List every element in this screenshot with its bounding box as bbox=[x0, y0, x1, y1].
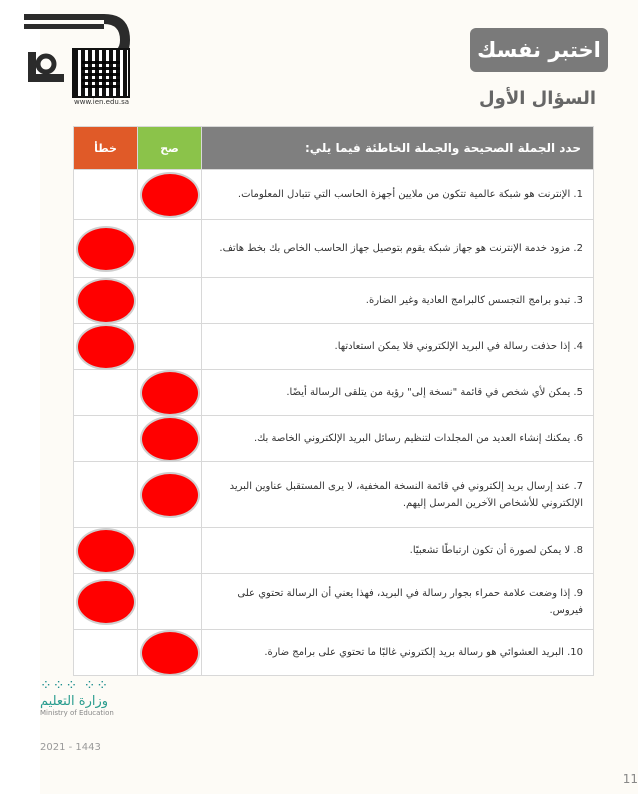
true-answer-cell[interactable] bbox=[138, 574, 202, 630]
question-text: 7. عند إرسال بريد إلكتروني في قائمة النسخة المخفية، لا يرى المستقبل عناوين البريد الإلكتروني للأشخاص الآخرين المرسل إليهم. bbox=[202, 462, 594, 528]
question-column-header: حدد الجملة الصحيحة والجملة الخاطئة فيما يلي: bbox=[202, 127, 594, 170]
question-text: 8. لا يمكن لصورة أن تكون ارتباطًا تشعبيًا. bbox=[202, 528, 594, 574]
table-row bbox=[74, 220, 594, 278]
false-answer-cell[interactable] bbox=[74, 324, 138, 370]
edition-year: 2021 - 1443 bbox=[40, 742, 101, 753]
selected-answer-mark bbox=[140, 370, 200, 416]
true-answer-cell[interactable] bbox=[138, 462, 202, 528]
selected-answer-mark bbox=[76, 528, 136, 574]
true-answer-cell[interactable] bbox=[138, 324, 202, 370]
false-answer-cell[interactable] bbox=[74, 462, 138, 528]
false-answer-cell[interactable] bbox=[74, 370, 138, 416]
selected-answer-mark bbox=[76, 579, 136, 625]
page-number: 11 bbox=[622, 772, 638, 786]
question-text: 9. إذا وضعت علامة حمراء بجوار رسالة في البريد، فهذا يعني أن الرسالة تحتوي على فيروس. bbox=[202, 574, 594, 630]
table-row bbox=[74, 528, 594, 574]
selected-answer-mark bbox=[140, 630, 200, 676]
false-answer-cell[interactable] bbox=[74, 220, 138, 278]
question-text: 2. مزود خدمة الإنترنت هو جهاز شبكة يقوم بتوصيل جهاز الحاسب الخاص بك بخط هاتف. bbox=[202, 220, 594, 278]
qr-code bbox=[72, 48, 130, 98]
table-row bbox=[74, 278, 594, 324]
brand-logo bbox=[10, 4, 130, 106]
true-answer-cell[interactable] bbox=[138, 170, 202, 220]
true-false-table bbox=[73, 126, 594, 676]
false-answer-cell[interactable] bbox=[74, 574, 138, 630]
true-answer-cell[interactable] bbox=[138, 278, 202, 324]
question-text: 5. يمكن لأي شخص في قائمة "نسخة إلى" رؤية من يتلقى الرسالة أيضًا. bbox=[202, 370, 594, 416]
true-answer-cell[interactable] bbox=[138, 630, 202, 676]
selected-answer-mark bbox=[76, 324, 136, 370]
ministry-name-ar: وزارة التعليم bbox=[40, 694, 109, 709]
table-row bbox=[74, 324, 594, 370]
true-answer-cell[interactable] bbox=[138, 370, 202, 416]
question-text: 4. إذا حذفت رسالة في البريد الإلكتروني فلا يمكن استعادتها. bbox=[202, 324, 594, 370]
ministry-name-en: Ministry of Education bbox=[40, 709, 114, 717]
question-text: 6. يمكنك إنشاء العديد من المجلدات لتنظيم رسائل البريد الإلكتروني الخاصة بك. bbox=[202, 416, 594, 462]
selected-answer-mark bbox=[140, 472, 200, 518]
table-row bbox=[74, 462, 594, 528]
false-answer-cell[interactable] bbox=[74, 528, 138, 574]
true-answer-cell[interactable] bbox=[138, 416, 202, 462]
false-answer-cell[interactable] bbox=[74, 416, 138, 462]
selected-answer-mark bbox=[76, 278, 136, 324]
selected-answer-mark bbox=[140, 172, 200, 218]
question-text: 1. الإنترنت هو شبكة عالمية تتكون من ملايين أجهزة الحاسب التي تتبادل المعلومات. bbox=[202, 170, 594, 220]
true-column-header: صح bbox=[138, 127, 202, 170]
ministry-logo bbox=[40, 678, 120, 717]
false-answer-cell[interactable] bbox=[74, 170, 138, 220]
table-row bbox=[74, 170, 594, 220]
selected-answer-mark bbox=[76, 226, 136, 272]
test-yourself-tab: اختبر نفسك bbox=[470, 28, 608, 72]
true-answer-cell[interactable] bbox=[138, 528, 202, 574]
false-column-header: خطأ bbox=[74, 127, 138, 170]
ministry-dots-icon: ⁘⁘⁘ ⁘⁘ bbox=[40, 678, 110, 694]
question-text: 10. البريد العشوائي هو رسالة بريد إلكتروني غالبًا ما تحتوي على برامج ضارة. bbox=[202, 630, 594, 676]
site-url: www.ien.edu.sa bbox=[74, 98, 130, 106]
question-text: 3. تبدو برامج التجسس كالبرامج العادية وغير الضارة. bbox=[202, 278, 594, 324]
table-row bbox=[74, 630, 594, 676]
false-answer-cell[interactable] bbox=[74, 278, 138, 324]
table-row bbox=[74, 370, 594, 416]
table-row bbox=[74, 574, 594, 630]
false-answer-cell[interactable] bbox=[74, 630, 138, 676]
true-answer-cell[interactable] bbox=[138, 220, 202, 278]
section-title: السؤال الأول bbox=[479, 88, 596, 109]
selected-answer-mark bbox=[140, 416, 200, 462]
table-row bbox=[74, 416, 594, 462]
